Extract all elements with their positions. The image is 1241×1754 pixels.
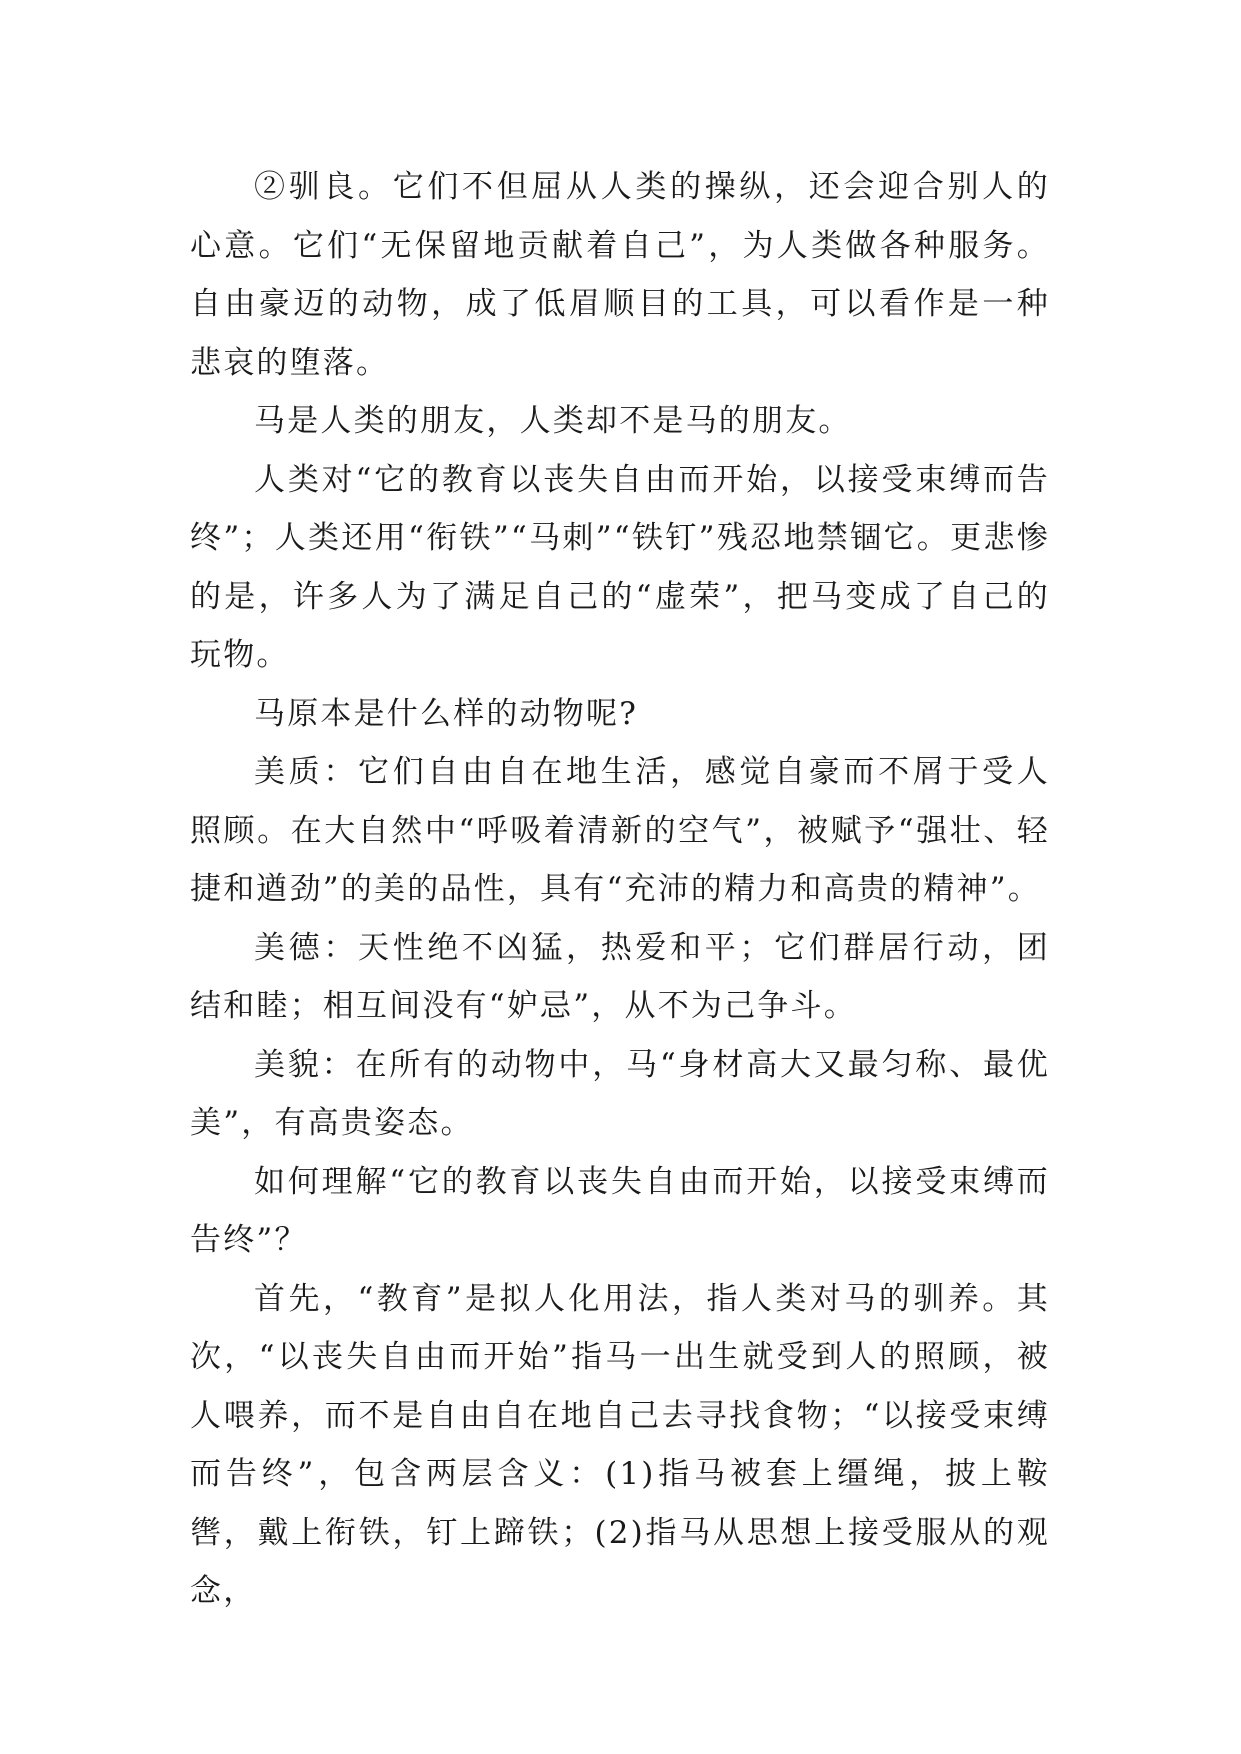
document-body bbox=[190, 158, 1050, 1621]
paragraph-answer: 首先，“教育”是拟人化用法，指人类对马的驯养。其次，“以丧失自由而开始”指马一出生就受到人的照顾，被人喂养，而不是自由自在地自己去寻找食物；“以接受束缚而告终”，包含两层含义：(1)指马被套上缰绳，披上鞍辔，戴上衔铁，钉上蹄铁；(2)指马从思想上接受服从的观念， bbox=[190, 1280, 1050, 1609]
paragraph-quality: 美质：它们自由自在地生活，感觉自豪而不屑于受人照顾。在大自然中“呼吸着清新的空气”，被赋予“强壮、轻捷和遒劲”的美的品性，具有“充沛的精力和高贵的精神”。 bbox=[190, 754, 1050, 907]
paragraph-friend: 马是人类的朋友，人类却不是马的朋友。 bbox=[254, 403, 852, 439]
paragraph-beauty: 美貌：在所有的动物中，马“身材高大又最匀称、最优美”，有高贵姿态。 bbox=[190, 1046, 1050, 1141]
paragraph-education: 人类对“它的教育以丧失自由而开始，以接受束缚而告终”；人类还用“衔铁”“马刺”“铁钉”残忍地禁锢它。更悲惨的是，许多人为了满足自己的“虚荣”，把马变成了自己的玩物。 bbox=[190, 461, 1050, 673]
paragraph-virtue: 美德：天性绝不凶猛，热爱和平；它们群居行动，团结和睦；相互间没有“妒忌”，从不为己争斗。 bbox=[190, 929, 1050, 1024]
paragraph-docile: ②驯良。它们不但屈从人类的操纵，还会迎合别人的心意。它们“无保留地贡献着自己”，为人类做各种服务。自由豪迈的动物，成了低眉顺目的工具，可以看作是一种悲哀的堕落。 bbox=[190, 169, 1050, 381]
paragraph-question-understanding: 如何理解“它的教育以丧失自由而开始，以接受束缚而告终”？ bbox=[190, 1163, 1050, 1258]
paragraph-question-origin: 马原本是什么样的动物呢? bbox=[254, 695, 639, 732]
